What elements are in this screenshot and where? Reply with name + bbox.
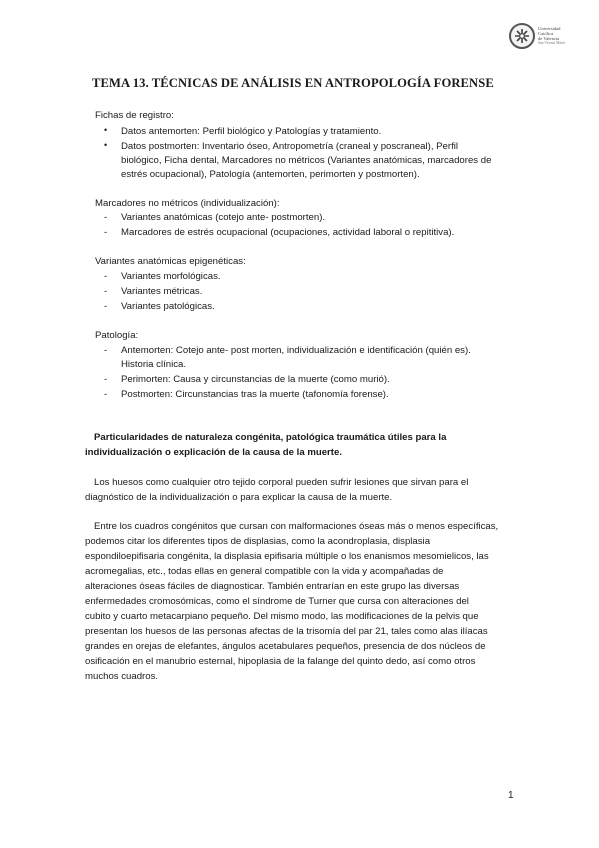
list-item: Variantes anatómicas (cotejo ante- postmorten). (121, 212, 326, 223)
section-heading: individualización o explicación de la causa de la muerte. (85, 447, 342, 458)
paragraph-line: muchos cuadros. (85, 671, 159, 682)
list-item: Datos antemorten: Perfil biológico y Patologías y tratamiento. (121, 126, 382, 137)
paragraph-line: alteraciones óseas fáciles de diagnosticar. También entrarían en este grupo las diversas (85, 581, 460, 592)
bullet-icon: • (104, 140, 108, 150)
patologia-heading: Patología: (95, 330, 139, 341)
list-item: Variantes patológicas. (121, 301, 215, 312)
list-item: Perimorten: Causa y circunstancias de la muerte (como murió). (121, 374, 390, 385)
dash-bullet: - (104, 374, 108, 385)
list-item-continuation: estrés ocupacional), Patología (antemorten, perimorten y postmorten). (121, 169, 420, 180)
list-item: Postmorten: Circunstancias tras la muerte (tafonomía forense). (121, 389, 389, 400)
marcadores-heading: Marcadores no métricos (individualización): (95, 198, 280, 209)
dash-bullet: - (104, 227, 108, 238)
variantes-heading: Variantes anatómicas epigenéticas: (95, 256, 246, 267)
section-heading: Particularidades de naturaleza congénita, patológica traumática útiles para la (94, 432, 447, 443)
dash-bullet: - (104, 286, 108, 297)
list-item-continuation: Historia clínica. (121, 359, 187, 370)
dash-bullet: - (104, 271, 108, 282)
paragraph-line: espondiloepifisaria congénita, la displasia epifisaria múltiple o los enanismos mesomielicos, las (85, 551, 489, 562)
list-item: Marcadores de estrés ocupacional (ocupaciones, actividad laboral o repititiva). (121, 227, 455, 238)
dash-bullet: - (104, 212, 108, 223)
list-item: Variantes morfológicas. (121, 271, 221, 282)
paragraph-line: podemos citar los diferentes tipos de displasias, como la acondroplasia, displasia (85, 536, 431, 547)
list-item-continuation: biológico, Ficha dental, Marcadores no métricos (Variantes anatómicas, marcadores de (121, 155, 492, 166)
dash-bullet: - (104, 389, 108, 400)
fichas-heading: Fichas de registro: (95, 110, 174, 121)
dash-bullet: - (104, 345, 108, 356)
paragraph-line: Los huesos como cualquier otro tejido corporal pueden sufrir lesiones que sirvan para el (94, 477, 469, 488)
dash-bullet: - (104, 301, 108, 312)
university-seal-icon (509, 23, 535, 49)
page-title: TEMA 13. TÉCNICAS DE ANÁLISIS EN ANTROPOLOGÍA FORENSE (92, 76, 494, 90)
paragraph-line: grandes en orejas de elefantes, ángulos acetabulares pequeños, presencia de dos núcleos de (85, 641, 486, 652)
bullet-icon: • (104, 125, 108, 135)
paragraph-line: presentan los huesos de las personas afectas de la trisomía del par 21, tales como alas ilíacas (85, 626, 488, 637)
paragraph-line: cubito y cuarto metacarpiano pequeño. Del mismo modo, las modificaciones de la pelvis que (85, 611, 479, 622)
paragraph-line: Entre los cuadros congénitos que cursan con malformaciones óseas más o menos específicas, (94, 521, 499, 532)
list-item: Datos postmorten: Inventario óseo, Antropometría (craneal y poscraneal), Perfil (121, 141, 459, 152)
list-item: Variantes métricas. (121, 286, 203, 297)
paragraph-line: acromegalias, etc., todas ellas en general compatible con la vida y acompañadas de (85, 566, 444, 577)
paragraph-line: osificación en el manubrio esternal, hipoplasia de la falange del quinto dedo, así como otros (85, 656, 476, 667)
paragraph-line: enfermedades cromosómicas, como el síndrome de Turner que cursa con alteraciones del (85, 596, 469, 607)
university-logo (509, 22, 581, 50)
university-name: Universidad Católica de Valencia San Vicente Mártir (538, 25, 566, 46)
page-number: 1 (508, 790, 514, 801)
list-item: Antemorten: Cotejo ante- post morten, individualización e identificación (quién es). (121, 345, 471, 356)
paragraph-line: diagnóstico de la individualización o para explicar la causa de la muerte. (85, 492, 393, 503)
